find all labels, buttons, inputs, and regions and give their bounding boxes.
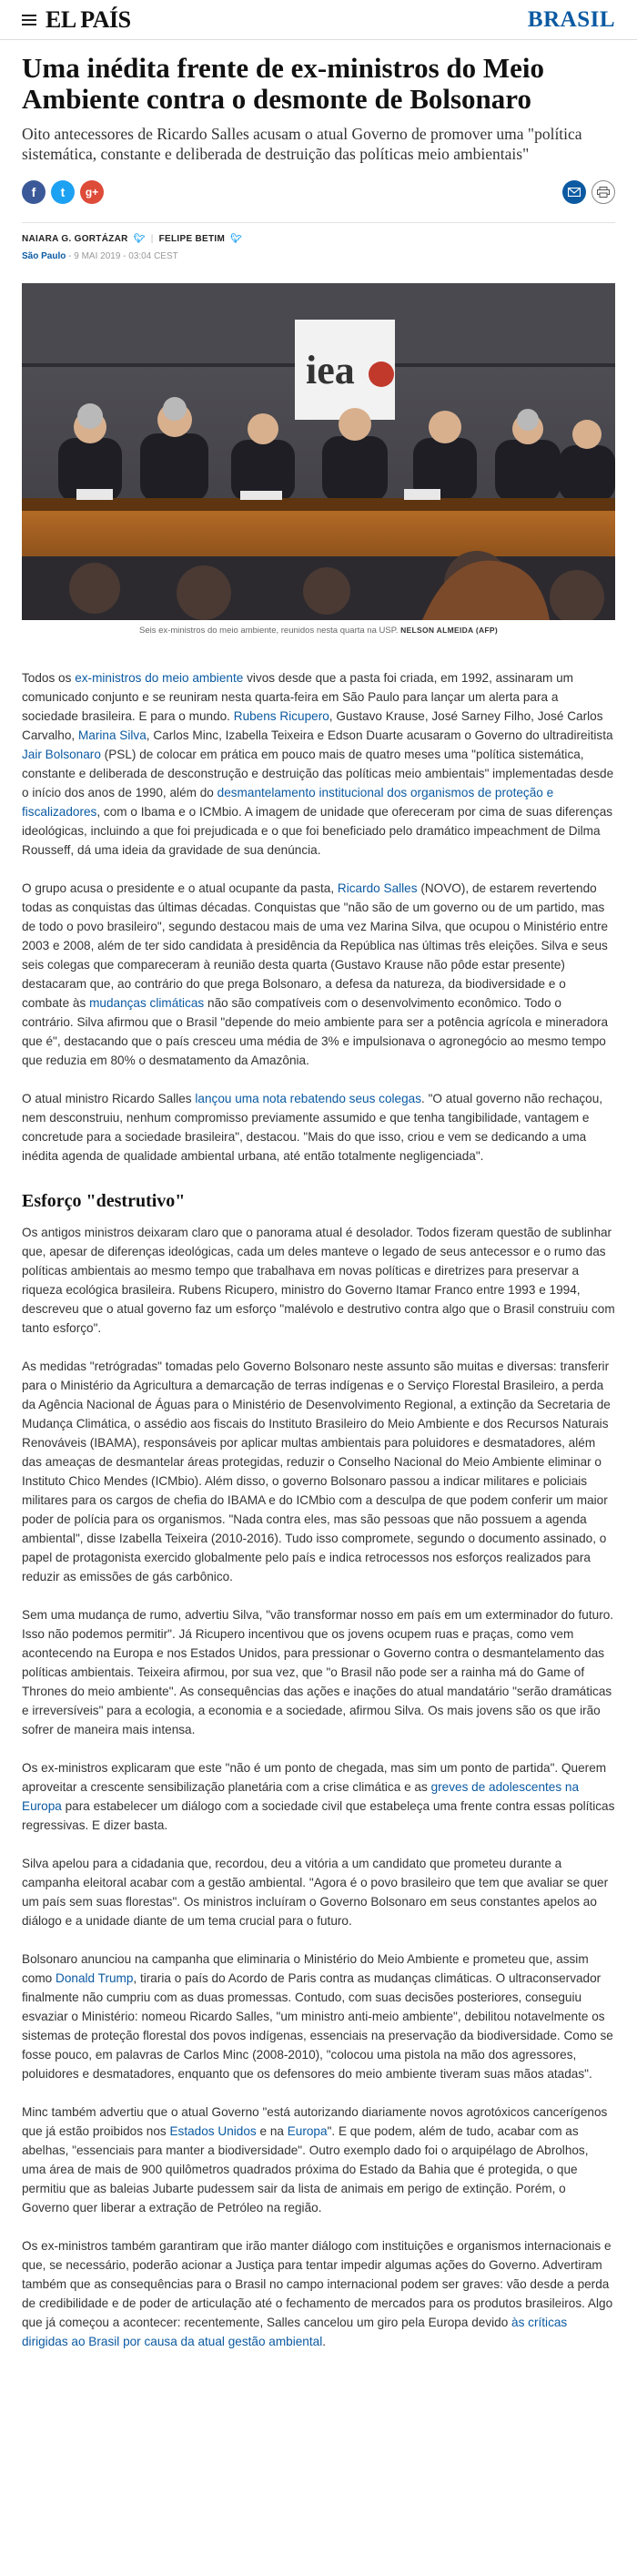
article-paragraph [22,2103,615,2217]
paragraph-text: Sem uma mudança de rumo, advertiu Silva, "vão transformar nosso em país em um exterminador do futuro. Isso não podemos permitir". Já Ricupero incentivou que os jovens ocupem ruas e praças, como vem acontecendo na Europa e nos Estados Unidos, para pressionar o Governo contra o desmantelamento das políticas ambientais. Teixeira afirmou, por sua vez, que "o Brasil não pode ser a rainha má do Game of Thrones do meio ambiente". As consequências das ações e inações do atual mandatário "serão dramáticas e irreversíveis" para a ecologia, a economia e a sociedade, afirmou Silva. Os mais jovens são os que irão sofrer de maneira mais intensa. [22,1608,614,1736]
paragraph-text: , com o Ibama e o ICMbio. A imagem de unidade que ofereceram por cima de suas diferenças ideológicas, incluindo a que foi prejudicada e o que foi beneficiado pelo dramático impeachment de Dilma Rousseff, dá uma ideia da gravidade de sua denúncia. [22,805,613,857]
paragraph-text: . [322,2335,327,2348]
facebook-share-button[interactable] [22,180,46,204]
article-paragraph [22,1089,615,1166]
paragraph-text: Os antigos ministros deixaram claro que o panorama atual é desolador. Todos fizeram questão de sublinhar que, apesar de diferenças ideológicas, cada um deles manteve o legado de seus antecessor e o rumo das políticas ambientais ao mesmo tempo que trabalhava em novas políticas e diretrizes para preservar a riqueza ecológica brasileira. Rubens Ricupero, ministro do Governo Itamar Franco entre 1993 e 1994, descreveu que o atual governo faz um esforço "malévolo e destrutivo contra algo que o Brasil construiu com tanto esforço". [22,1226,615,1335]
inline-article-link[interactable]: Marina Silva [77,728,147,742]
email-share-button[interactable] [562,180,586,204]
paragraph-text: Bolsonaro anunciou na campanha que eliminaria o Ministério do Meio Ambiente e prometeu que, assim como [22,1952,589,1985]
photo-credit: NELSON ALMEIDA (AFP) [400,626,498,635]
inline-article-link[interactable]: Estados Unidos [169,2124,257,2138]
inline-article-link[interactable]: Jair Bolsonaro [22,748,101,761]
inline-article-link[interactable]: desmantelamento institucional dos organismos de proteção e fiscalizadores [22,786,554,819]
site-logo[interactable]: EL PAÍS [46,5,131,33]
twitter-share-button[interactable] [51,180,75,204]
paragraph-text: (PSL) de colocar em prática em pouco mais de quatro meses uma "política sistemática, constante e deliberada de desconstrução e destruição das políticas meio ambientais" implementadas desde o início dos anos de 1990, além do [22,748,614,799]
inline-article-link[interactable]: Ricardo Salles [337,881,418,895]
article-paragraph [22,1854,615,1930]
article-body [22,668,615,2351]
section-subheading: Esforço "destrutivo" [22,1191,186,1211]
article-byline [22,222,615,244]
dateline-city: São Paulo [22,251,66,261]
article-photo[interactable] [22,283,615,620]
paragraph-text: O grupo acusa o presidente e o atual ocupante da pasta, [22,881,338,895]
paragraph-text: , Carlos Minc, Izabella Teixeira e Edson Duarte acusaram o Governo do ultradireitista [146,728,613,742]
article-dateline [22,251,615,261]
inline-article-link[interactable]: Donald Trump [56,1971,134,1985]
article-paragraph [22,1950,615,2083]
share-toolbar [22,178,615,206]
article-paragraph [22,1357,615,1586]
banner-logo-text: iea [306,348,355,392]
paragraph-text: e na [256,2124,288,2138]
paragraph-text: Todos os [22,671,76,685]
mail-icon [568,188,581,197]
paragraph-text: O atual ministro Ricardo Salles [22,1092,196,1105]
paragraph-text: Minc também advertiu que o atual Governo "está autorizando diariamente novos agrotóxicos cancerígenos que já estão proibidos nos [22,2105,608,2138]
facebook-icon: f [31,185,36,199]
article-container [0,53,637,2351]
paragraph-text: . "O atual governo não rechaçou, nem desconstruiu, nenhum compromisso previamente assumido e que tenha tangibilidade, vantagem e concretude para a sociedade brasileira", destacou. "Mais do que isso, criou e vem se dedicando a uma inédita agenda de qualidade ambiental urbana, até então totalmente negligenciada". [22,1092,603,1163]
article-paragraph [22,1605,615,1739]
author-name[interactable]: FELIPE BETIM [158,234,226,244]
hamburger-menu-icon[interactable] [22,15,36,25]
paragraph-text: Silva apelou para a cidadania que, recordou, deu a vitória a um candidato que prometeu durante a campanha eleitoral acabar com a gestão ambiental. "Agora é o povo brasileiro que tem que avaliar se quer um país sem suas florestas". Os ministros incluíram o Governo Bolsonaro em seus constantes apelos ao diálogo e a unidade diante de um tema crucial para o futuro. [22,1857,609,1928]
googleplus-share-button[interactable] [80,180,104,204]
article-paragraph [22,1223,615,1338]
share-social-group [22,180,104,204]
inline-article-link[interactable]: lançou uma nota rebatendo seus colegas [195,1092,422,1105]
inline-article-link[interactable]: às críticas dirigidas ao Brasil por causa da atual gestão ambiental [22,2316,568,2348]
googleplus-icon: g+ [85,186,99,199]
twitter-icon[interactable]: 🐦︎ [230,234,243,244]
inline-article-link[interactable]: Rubens Ricupero [233,709,329,723]
top-navigation-bar [0,0,637,40]
photo-caption [22,626,615,636]
article-paragraph [22,668,615,860]
inline-article-link[interactable]: Europa [287,2124,328,2138]
paragraph-text: , tiraria o país do Acordo de Paris contra as mudanças climáticas. O ultraconservador finalmente não cumpriu com as duas promessas. Contudo, com suas decisões posteriores, conseguiu esvaziar o Ministério: nomeou Ricardo Salles, "um ministro anti-meio ambiente", debilitou notavelmente os sistemas de proteção florestal dos povos indígenas, essenciais na preservação da biodiversidade. Como se fosse pouco, em palavras de Carlos Minc (2008-2010), "colocou uma pistola na mão dos agressores, poluidores e desmatadores, enquanto que os defensores do meio ambiente tiveram suas mãos atadas". [22,1971,613,2081]
section-title[interactable]: BRASIL [527,6,615,32]
inline-article-link[interactable]: greves de adolescentes na Europa [22,1780,580,1813]
paragraph-text: para estabelecer um diálogo com a sociedade civil que estabeleça uma frente contra essas políticas regressivas. E dizer basta. [22,1799,615,1832]
print-button[interactable] [592,180,615,204]
article-headline: Uma inédita frente de ex-ministros do Meio Ambiente contra o desmonte de Bolsonaro [22,52,544,115]
dateline-date: - 9 MAI 2019 - 03:04 CEST [66,251,178,261]
paragraph-text: (NOVO), de estarem revertendo todas as conquistas das últimas décadas. Conquistas que "não são de um governo ou de um partido, mas de todo o povo brasileiro", segundo destacou mais de uma vez Marina Silva, que ocupou o Ministério entre 2003 e 2008, além de ter sido candidata à presidência da República nas últimas três eleições. Silva e seus seis colegas que compareceram à reunião desta quarta (Gustavo Krause não pôde estar presente) destacaram que, ao contrário do que prega Bolsonaro, a defesa da natureza, da biodiversidade e o combate às [22,881,609,1010]
print-icon [597,187,610,198]
article-paragraph [22,2236,615,2351]
paragraph-text: As medidas "retrógradas" tomadas pelo Governo Bolsonaro neste assunto são muitas e diversas: transferir para o Ministério da Agricultura a demarcação de terras indígenas e o Serviço Florestal Brasileiro, a perda da Agência Nacional de Águas para o Ministério de Desenvolvimento Regional, a extinção da Secretaria de Mudança Climática, o assédio aos fiscais do Instituto Brasileiro do Meio Ambiente e dos Recursos Naturais Renováveis (IBAMA), responsáveis por aplicar multas ambientais para poluidores e desmatadores, além das ameaças de desmantelar áreas protegidas, reduzir o Conselho Nacional do Meio Ambiente eliminar o Instituto Chico Mendes (ICMbio). Além disso, o governo Bolsonaro passou a indicar militares e policiais militares para os cargos de chefia do IBAMA e do ICMbio com a desculpa de que podem conferir um maior poder de polícia para os organismos. "Nada contra eles, mas são pessoas que não possuem a agenda ambiental", disse Izabella Teixeira (2010-2016). Tudo isso compromete, segundo o documento assinado, o papel de protagonista exercido globalmente pelo país e indica retrocessos nos esforços realizados para reduzir as emissões de gás carbônico. [22,1359,611,1583]
photo-caption-text: Seis ex-ministros do meio ambiente, reunidos nesta quarta na USP. [139,626,399,636]
paragraph-text: vivos desde que a pasta foi criada, em 1992, assinaram um comunicado conjunto e se reuniram nesta quarta-feira em São Paulo para lançar um alerta para a sociedade brasileira. E para o mundo. [22,671,573,723]
article-paragraph [22,1758,615,1835]
inline-article-link[interactable]: ex-ministros do meio ambiente [75,671,244,685]
paragraph-text: , Gustavo Krause, José Sarney Filho, José Carlos Carvalho, [22,709,603,742]
twitter-icon[interactable]: 🐦︎ [133,234,146,244]
byline-separator: | [150,234,154,244]
paragraph-text: Os ex-ministros também garantiram que irão manter diálogo com instituições e organismos internacionais e que, se necessário, poderão acionar a Justiça para tentar impedir algumas ações do Governo. Advertiram também que as consequências para o Brasil no campo internacional podem ser graves: vão desde a perda de credibilidade e de poder de articulação até o fechamento de mercados para os produtos brasileiros. Algo que já começou a acontecer: recentemente, Salles cancelou um giro pela Europa devido [22,2239,613,2329]
topbar-left [22,6,131,34]
paragraph-text: Os ex-ministros explicaram que este "não é um ponto de chegada, mas sim um ponto de partida". Querem aproveitar a crescente sensibilização planetária com a crise climática e as [22,1761,607,1794]
author-name[interactable]: NAIARA G. GORTÁZAR [22,234,128,244]
paragraph-text: não são compatíveis com o desenvolvimento econômico. Todo o contrário. Silva afirmou que o Brasil "depende do meio ambiente para ser a potência agrícola e mineradora que é", destacando que o país cresceu uma média de 3% e impulsionava o agronegócio ao mesmo tempo que reduzia em 80% o desmatamento da Amazônia. [22,996,609,1067]
inline-article-link[interactable]: mudanças climáticas [89,996,205,1010]
article-subtitle: Oito antecessores de Ricardo Salles acusam o atual Governo de promover uma "política sistemática, constante e deliberada de destruição das políticas meio ambientais" [22,125,582,163]
photo-illustration [22,283,615,620]
share-utility-group [562,180,615,204]
twitter-icon: t [60,185,66,199]
article-paragraph [22,879,615,1070]
paragraph-text: ". E que podem, além de tudo, acabar com as abelhas, "essenciais para manter a biodiversidade". Outro exemplo dado foi o arquipélago de Abrolhos, uma área de mais de 900 quilômetros quadrados próxima do Estado da Bahia que é protegida, o que permitiu que as baleias Jubarte pudessem sair da lista de animais em perigo de extinção. Porém, o Governo quer liberar a extração de Petróleo na região. [22,2124,589,2215]
